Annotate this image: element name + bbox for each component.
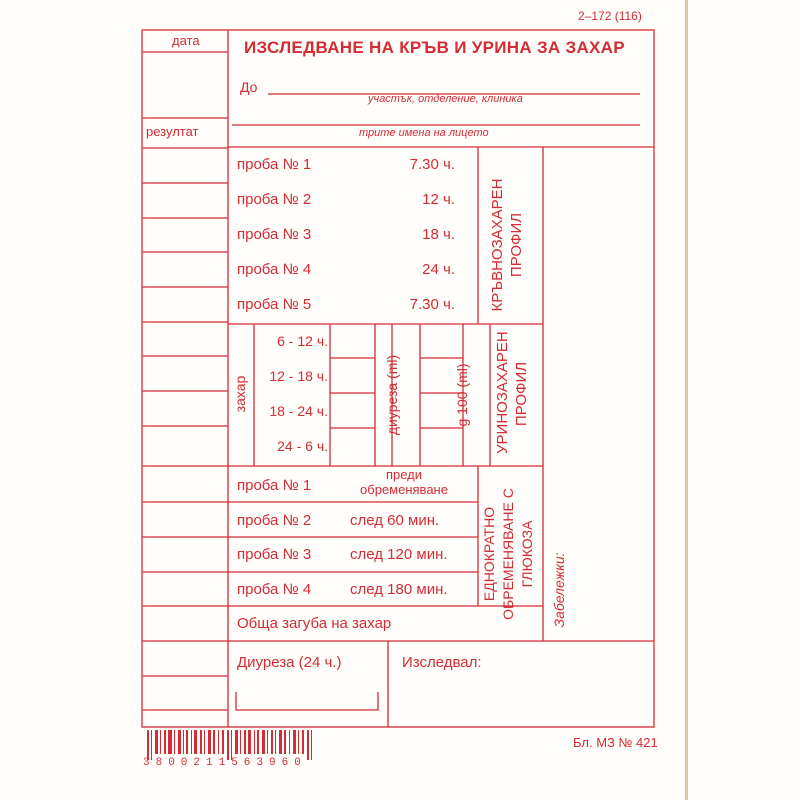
blood-sample-time: 18 ч. [422, 226, 455, 243]
urine-period: 18 - 24 ч. [269, 403, 328, 419]
blood-sample-time: 7.30 ч. [409, 296, 455, 313]
to-label: До [240, 79, 258, 95]
urine-profile-title: УРИНОЗАХАРЕН ПРОФИЛ [494, 331, 530, 454]
notes-label: Забележки: [551, 552, 567, 628]
blood-sample-time: 24 ч. [422, 261, 455, 278]
blood-sample-label: проба № 2 [237, 191, 312, 208]
urine-period: 12 - 18 ч. [269, 368, 328, 384]
glucose-load-title: ЕДНОКРАТНО ОБРЕМЕНЯВАНЕ С ГЛЮКОЗА [481, 488, 535, 620]
blood-sample-label: проба № 1 [237, 156, 312, 173]
urine-period: 6 - 12 ч. [277, 333, 328, 349]
diuresis-24h-label: Диуреза (24 ч.) [237, 654, 342, 671]
urine-period: 24 - 6 ч. [277, 438, 328, 454]
barcode-number: 3800211563960 [143, 757, 307, 769]
glucose-sample-time: след 180 мин. [350, 581, 448, 598]
examined-by-label: Изследвал: [402, 654, 482, 671]
glucose-sample-label: проба № 2 [237, 512, 312, 529]
to-hint: участък, отделение, клиника [368, 93, 523, 105]
barcode [147, 730, 337, 760]
glucose-sample-label: проба № 3 [237, 546, 312, 563]
glucose-sample-label: проба № 1 [237, 477, 312, 494]
g100-label: g 100 (ml) [454, 363, 470, 427]
glucose-sample-label: проба № 4 [237, 581, 312, 598]
blood-profile-title: КРЪВНОЗАХАРЕН ПРОФИЛ [489, 178, 525, 312]
result-label: резултат [146, 124, 199, 139]
name-hint: трите имена на лицето [359, 127, 489, 139]
blood-sample-time: 7.30 ч. [409, 156, 455, 173]
blood-sample-label: проба № 4 [237, 261, 312, 278]
footer-form-code: Бл. МЗ № 421 [573, 735, 658, 750]
total-sugar-loss-label: Обща загуба на захар [237, 615, 392, 632]
sugar-label: захар [232, 375, 248, 413]
blood-sample-label: проба № 5 [237, 296, 312, 313]
blood-sample-time: 12 ч. [422, 191, 455, 208]
glucose-sample-time: преди обременяване [360, 467, 448, 497]
form-title: ИЗСЛЕДВАНЕ НА КРЪВ И УРИНА ЗА ЗАХАР [244, 38, 625, 57]
glucose-sample-time: след 60 мин. [350, 512, 440, 529]
diuresis-ml-label: диуреза (ml) [384, 354, 400, 436]
date-label: дата [172, 33, 200, 48]
blood-sample-label: проба № 3 [237, 226, 312, 243]
glucose-sample-time: след 120 мин. [350, 546, 448, 563]
form-code: 2–172 (116) [578, 9, 642, 23]
